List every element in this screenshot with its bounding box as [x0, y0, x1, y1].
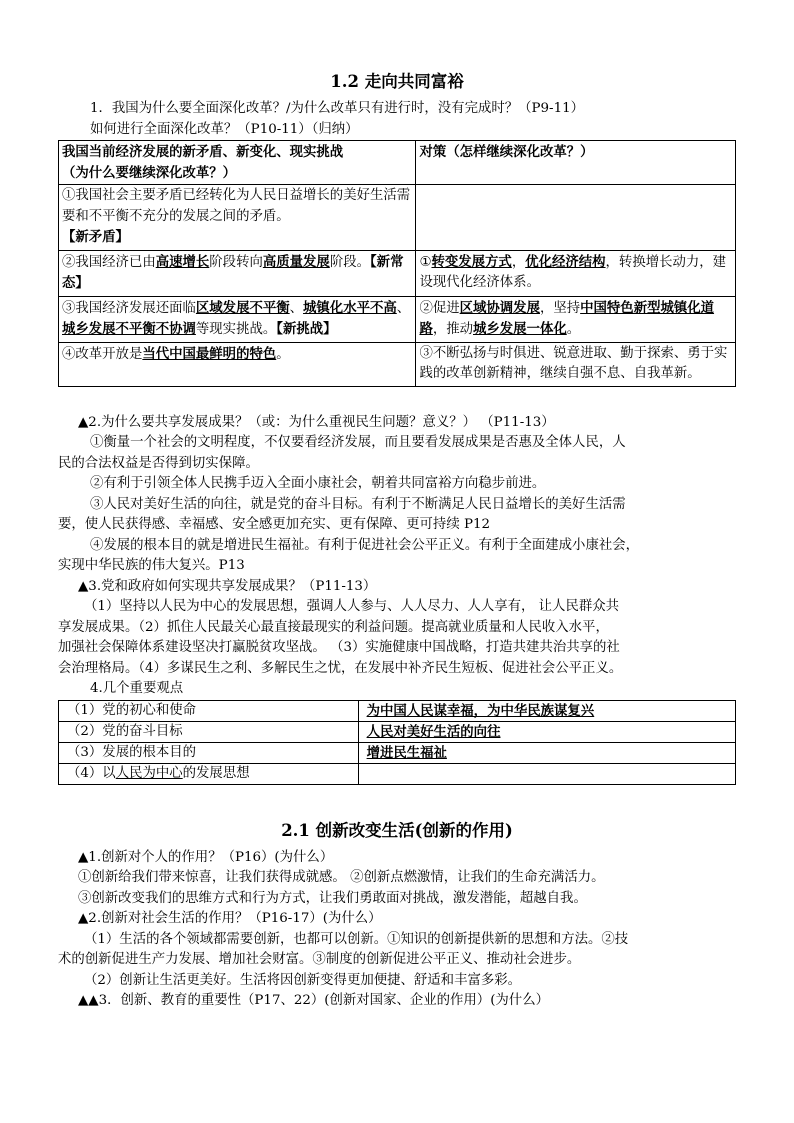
table-cell: [416, 185, 736, 251]
document-page: [58, 68, 736, 1012]
table-row: [59, 342, 736, 386]
table-cell: ①我国社会主要矛盾已经转化为人民日益增长的美好生活需要和不平衡不充分的发展之间的矛盾。 【新矛盾】: [59, 185, 416, 251]
tag-label: 【新矛盾】: [62, 229, 129, 245]
table-row: [59, 742, 736, 763]
paragraph-line: 要，使人民获得感、幸福感、安全感更加充实、更有保障、更可持续 P12: [58, 517, 491, 532]
paragraph-line: ①衡量一个社会的文明程度，不仅要看经济发展，而且要看发展成果是否惠及全体人民，人: [90, 435, 626, 450]
table-cell: 为中国人民谋幸福，为中华民族谋复兴: [358, 700, 735, 721]
paragraph-line: ④发展的根本目的就是增进民生福祉。有利于促进社会公平正义。有利于全面建成小康社会，: [90, 537, 640, 553]
table-cell: 增进民生福祉: [358, 742, 735, 763]
paragraph-line: 民的合法权益是否得到切实保障。: [58, 455, 259, 471]
paragraph-line: ③人民对美好生活的向往，就是党的奋斗目标。有利于不断满足人民日益增长的美好生活需: [90, 496, 626, 512]
section-title-1: 1.2 走向共同富裕: [330, 72, 464, 91]
question-title: ▲1.创新对个人的作用？（P16）(为什么）: [78, 849, 334, 865]
table-row: [59, 185, 736, 251]
table-header-right: 对策（怎样继续深化改革？）: [416, 141, 736, 185]
reform-table: [58, 140, 736, 387]
tag-label: 【新挑战】: [276, 321, 337, 337]
table-cell: （3）发展的根本目的: [59, 742, 359, 763]
table-cell: [358, 763, 735, 784]
question-3-title: ▲3.党和政府如何实现共享发展成果？（P11-13）: [78, 578, 377, 594]
paragraph-line: 享发展成果。（2）抓住人民最关心最直接最现实的利益问题。提高就业质量和人民收入水平，: [58, 619, 609, 635]
table-cell: ③我国经济发展还面临区域发展不平衡、城镇化水平不高、城乡发展不平衡不协调等现实挑战。【新挑战】: [59, 296, 416, 342]
paragraph-line: ②有利于引领全体人民携手迈入全面小康社会，朝着共同富裕方向稳步前进。: [90, 476, 546, 491]
paragraph-line: 会治理格局。（4）多谋民生之利、多解民生之忧，在发展中补齐民生短板、促进社会公平正义。: [58, 660, 623, 676]
table-cell: 人民对美好生活的向往: [358, 721, 735, 742]
question-2-title: ▲2.为什么要共享发展成果？（或：为什么重视民生问题？意义？） （P11-13）: [78, 414, 555, 430]
table-header-left: 我国当前经济发展的新矛盾、新变化、现实挑战 （为什么要继续深化改革？）: [59, 141, 416, 185]
table-row: [59, 296, 736, 342]
paragraph-line: ①创新给我们带来惊喜，让我们获得成就感。 ②创新点燃激情，让我们的生命充满活力。: [78, 870, 605, 885]
table-row: [59, 250, 736, 296]
table-cell: （1）党的初心和使命: [59, 700, 359, 721]
table-cell: ②促进区域协调发展，坚持中国特色新型城镇化道路，推动城乡发展一体化。: [416, 296, 736, 342]
paragraph-line: ③创新改变我们的思维方式和行为方式，让我们勇敢面对挑战，激发潜能，超越自我。: [78, 890, 587, 906]
question-4-title: 4.几个重要观点: [90, 681, 184, 696]
table-header-row: [59, 141, 736, 185]
table-cell: （2）党的奋斗目标: [59, 721, 359, 742]
viewpoints-table: [58, 700, 736, 785]
table-cell: ④改革开放是当代中国最鲜明的特色。: [59, 342, 416, 386]
paragraph-line: 术的创新促进生产力发展、增加社会财富。③制度的创新促进公平正义、推动社会进步。: [58, 952, 581, 967]
table-row: [59, 700, 736, 721]
table-cell: ②我国经济已由高速增长阶段转向高质量发展阶段。【新常态】: [59, 250, 416, 296]
table-row: [59, 763, 736, 784]
table-cell: ①转变发展方式，优化经济结构，转换增长动力，建设现代化经济体系。: [416, 250, 736, 296]
question-1-line-1: 1．我国为什么要全面深化改革？/为什么改革只有进行时，没有完成时？（P9-11）: [90, 101, 585, 116]
question-1-line-2: 如何进行全面深化改革？（P10-11）（归纳）: [90, 121, 359, 137]
question-title: ▲2.创新对社会生活的作用？（P16-17）(为什么）: [78, 911, 382, 926]
paragraph-line: 实现中华民族的伟大复兴。P13: [58, 558, 245, 573]
section-title-2: 2.1 创新改变生活(创新的作用): [281, 820, 513, 840]
table-cell: （4）以人民为中心的发展思想: [59, 763, 359, 784]
table-row: [59, 721, 736, 742]
paragraph-line: （1）坚持以人民为中心的发展思想，强调人人参与、人人尽力、人人享有， 让人民群众共: [84, 599, 620, 614]
question-title: ▲▲3．创新、教育的重要性（P17、22）(创新对国家、企业的作用）(为什么）: [78, 993, 549, 1008]
paragraph-line: （1）生活的各个领域都需要创新，也都可以创新。①知识的创新提供新的思想和方法。②技: [84, 931, 629, 947]
table-cell: ③不断弘扬与时俱进、锐意进取、勤于探索、勇于实践的改革创新精神，继续自强不息、自我革新。: [416, 342, 736, 386]
paragraph-line: 加强社会保障体系建设坚决打赢脱贫攻坚战。 （3）实施健康中国战略，打造共建共治共享的社: [58, 640, 620, 655]
paragraph-line: （2）创新让生活更美好。生活将因创新变得更加便捷、舒适和丰富多彩。: [84, 972, 522, 988]
tag-label: 【新常态】: [62, 253, 404, 291]
